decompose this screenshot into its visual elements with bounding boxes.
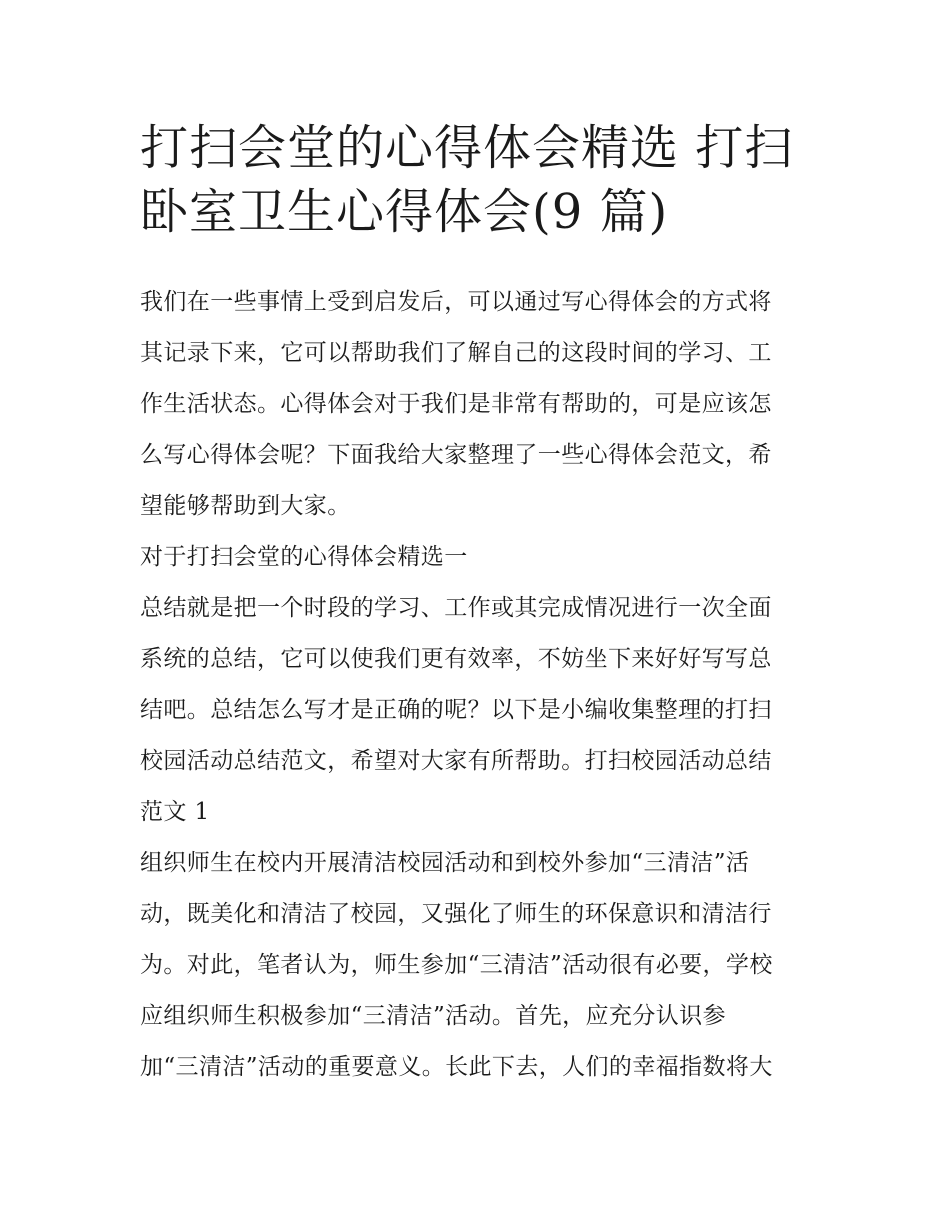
paragraph-2-line-2: 动，既美化和清洁了校园，又强化了师生的环保意识和清洁行 <box>140 901 772 927</box>
document-body <box>140 277 820 1093</box>
paragraph-2-line-3: 为。对此，笔者认为，师生参加“三清洁”活动很有必要，学校 <box>140 952 773 978</box>
document-title <box>140 116 820 244</box>
paragraph-1-line-3: 结吧。总结怎么写才是正确的呢？以下是小编收集整理的打扫 <box>140 697 772 723</box>
paragraph-1-line-4: 校园活动总结范文，希望对大家有所帮助。打扫校园活动总结 <box>140 748 772 774</box>
paragraph-1-line-2: 系统的总结，它可以使我们更有效率，不妨坐下来好好写写总 <box>140 646 772 672</box>
title-line-1: 打扫会堂的心得体会精选 打扫 <box>140 120 794 176</box>
intro-line-1: 我们在一些事情上受到启发后，可以通过写心得体会的方式将 <box>140 289 772 315</box>
paragraph-2-line-4: 应组织师生积极参加“三清洁”活动。首先，应充分认识参 <box>140 1003 726 1029</box>
paragraph-2-line-1: 组织师生在校内开展清洁校园活动和到校外参加“三清洁”活 <box>140 850 750 876</box>
intro-line-5: 望能够帮助到大家。 <box>140 493 351 519</box>
section-heading: 对于打扫会堂的心得体会精选一 <box>140 544 468 570</box>
intro-line-2: 其记录下来，它可以帮助我们了解自己的这段时间的学习、工 <box>140 340 772 366</box>
paragraph-2-line-5: 加“三清洁”活动的重要意义。长此下去，人们的幸福指数将大 <box>140 1054 773 1080</box>
paragraph-1-line-1: 总结就是把一个时段的学习、工作或其完成情况进行一次全面 <box>140 595 772 621</box>
intro-line-3: 作生活状态。心得体会对于我们是非常有帮助的，可是应该怎 <box>140 391 772 417</box>
title-line-2: 卧室卫生心得体会(9 篇) <box>140 184 669 240</box>
paragraph-1-line-5: 范文 1 <box>140 799 210 825</box>
intro-line-4: 么写心得体会呢？下面我给大家整理了一些心得体会范文，希 <box>140 442 772 468</box>
